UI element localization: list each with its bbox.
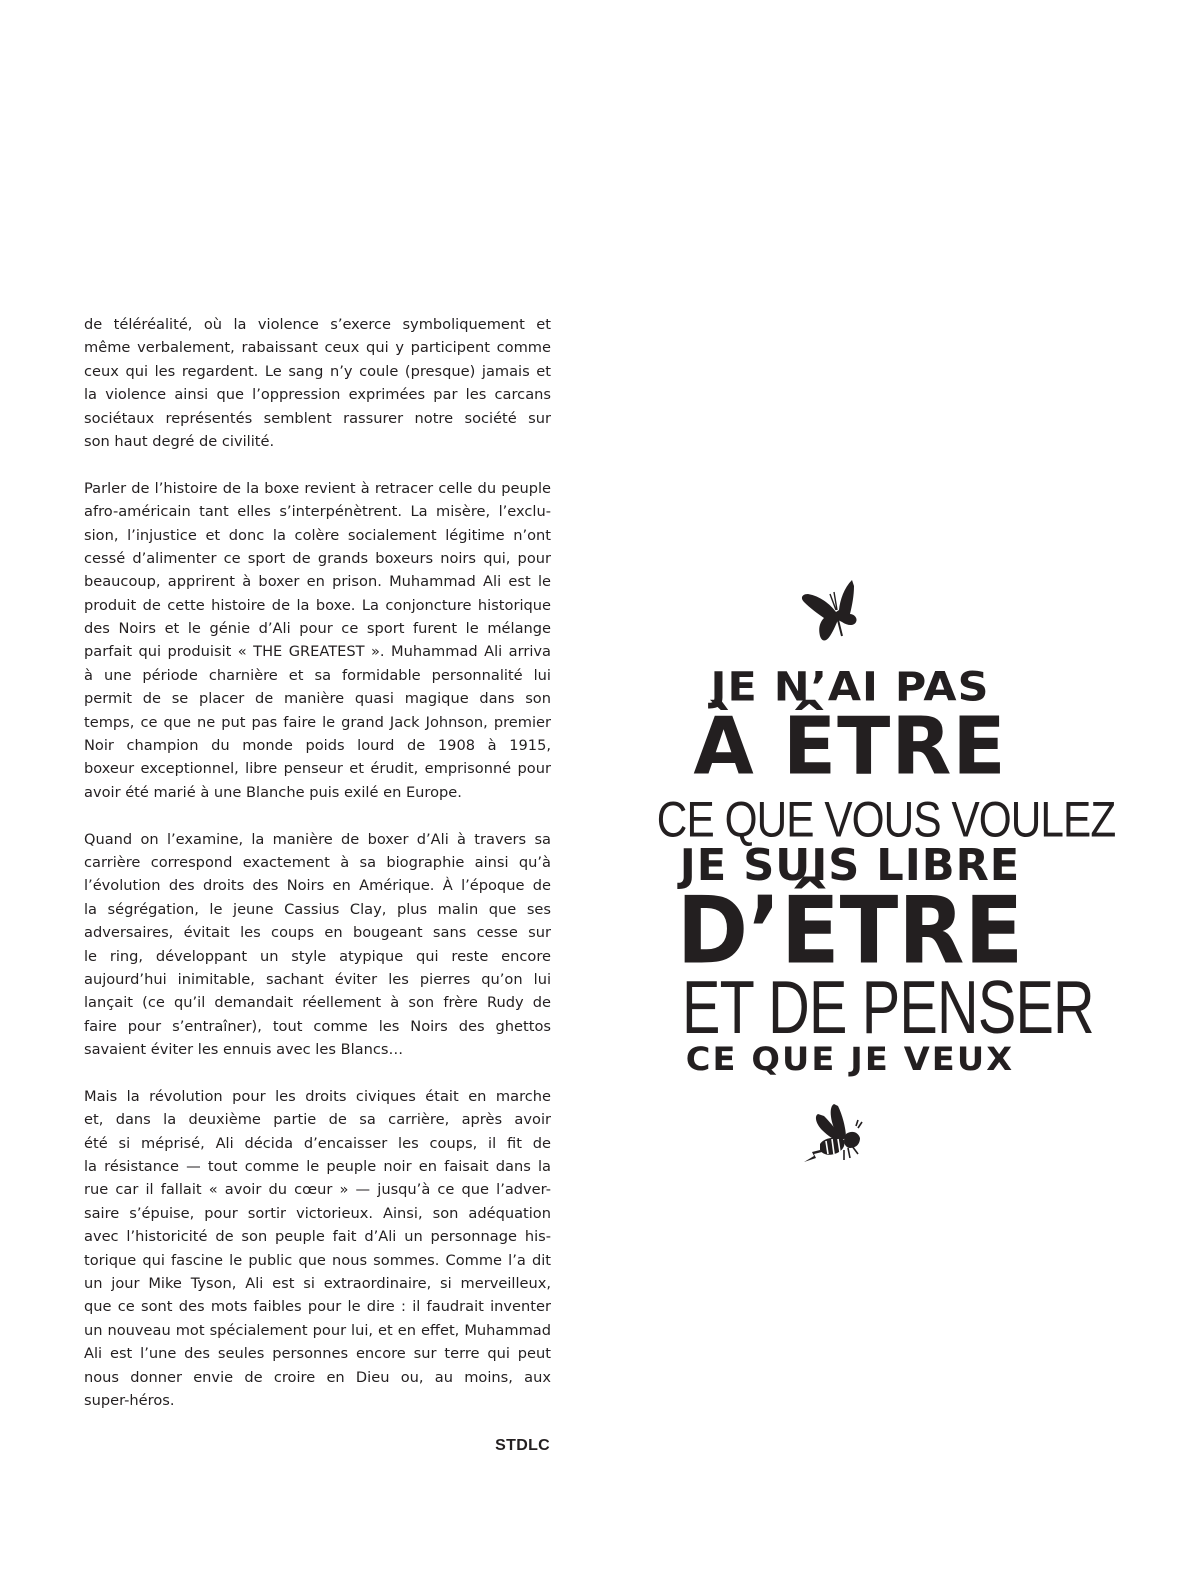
quote-line-5: D’ÊTRE [676, 877, 1024, 985]
paragraph-1 [84, 313, 551, 453]
text-line: à une période charnière et sa formidable personnalité lui [84, 666, 551, 684]
text-line: aujourd’hui inimitable, sachant éviter les pierres qu’on lui [84, 970, 551, 988]
text-line: l’évolution des droits des Noirs en Amérique. À l’époque de [84, 877, 551, 895]
text-line: boxeur exceptionnel, libre penseur et érudit, emprisonné pour [84, 760, 551, 778]
text-line: beaucoup, apprirent à boxer en prison. Muhammad Ali est le [84, 573, 551, 591]
text-line: nous donner envie de croire en Dieu ou, au moins, aux [84, 1368, 551, 1386]
text-line: des Noirs et le génie d’Ali pour ce sport furent le mélange [84, 620, 551, 638]
text-line: la ségrégation, le jeune Cassius Clay, plus malin que ses [84, 900, 551, 918]
text-line: temps, ce que ne put pas faire le grand Jack Johnson, premier [84, 713, 551, 731]
text-line: un nouveau mot spécialement pour lui, et en effet, Muhammad [84, 1321, 551, 1339]
butterfly-icon [792, 578, 872, 646]
text-line: même verbalement, rabaissant ceux qui y participent comme [84, 339, 551, 357]
text-line: lançait (ce qu’il demandait réellement à son frère Rudy de [84, 994, 551, 1012]
quote-line-4: JE SUIS LIBRE [679, 840, 1021, 891]
text-line: avoir été marié à une Blanche puis exilé en Europe. [84, 783, 462, 801]
text-line: son haut degré de civilité. [84, 432, 275, 450]
text-line: rue car il fallait « avoir du cœur » — jusqu’à ce que l’adver- [84, 1181, 551, 1199]
text-line: faire pour s’entraîner), tout comme les Noirs des ghettos [84, 1017, 551, 1035]
quote-line-1: JE N’AI PAS [710, 663, 990, 710]
text-line: super-héros. [84, 1391, 175, 1409]
text-line: cessé d’alimenter ce sport de grands boxeurs noirs qui, pour [84, 549, 551, 567]
text-line: adversaires, évitait les coups en bougeant sans cesse sur [84, 924, 551, 942]
text-line: produit de cette histoire de la boxe. La conjoncture historique [84, 596, 551, 614]
text-line: la résistance — tout comme le peuple noir en faisait dans la [84, 1158, 551, 1176]
quote-line-7: CE QUE JE VEUX [685, 1040, 1015, 1078]
paragraph-3 [84, 828, 551, 1062]
bee-icon [800, 1100, 872, 1168]
text-line: carrière correspond exactement à sa biographie ainsi qu’à [84, 853, 551, 871]
text-line: permit de se placer de manière quasi magique dans son [84, 690, 551, 708]
text-line: saire s’épuise, pour sortir victorieux. Ainsi, son adéquation [84, 1204, 551, 1222]
text-line: savaient éviter les ennuis avec les Blancs… [84, 1041, 404, 1059]
quote-line-3: CE QUE VOUS VOULEZ [656, 790, 1116, 848]
text-line: le ring, développant un style atypique qui reste encore [84, 947, 551, 965]
text-line: que ce sont des mots faibles pour le dire : il faudrait inventer [84, 1298, 551, 1316]
pull-quote [640, 570, 1116, 1190]
text-line: Noir champion du monde poids lourd de 1908 à 1915, [84, 737, 551, 755]
text-line: torique qui fascine le public que nous sommes. Comme l’a dit [84, 1251, 551, 1269]
quote-line-2: À ÊTRE [693, 701, 1007, 793]
text-line: parfait qui produisit « THE GREATEST ». Muhammad Ali arriva [84, 643, 551, 661]
text-line: afro-américain tant elles s’interpénètrent. La misère, l’exclu- [84, 503, 551, 521]
paragraph-2 [84, 477, 551, 804]
text-line: Parler de l’histoire de la boxe revient à retracer celle du peuple [84, 479, 551, 497]
text-line: la violence ainsi que l’oppression exprimées par les carcans [84, 386, 551, 404]
text-line: ceux qui les regardent. Le sang n’y coule (presque) jamais et [84, 362, 551, 380]
text-line: Ali est l’une des seules personnes encore sur terre qui peut [84, 1345, 551, 1363]
text-line: de téléréalité, où la violence s’exerce symboliquement et [84, 316, 551, 333]
text-line: et, dans la deuxième partie de sa carrière, après avoir [84, 1111, 551, 1129]
text-line: été si méprisé, Ali décida d’encaisser les coups, il fit de [84, 1134, 551, 1152]
text-line: Mais la révolution pour les droits civiques était en marche [84, 1087, 551, 1105]
article-text-column [84, 313, 551, 1436]
text-line: Quand on l’examine, la manière de boxer d’Ali à travers sa [84, 830, 551, 848]
text-line: un jour Mike Tyson, Ali est si extraordinaire, si merveilleux, [84, 1275, 551, 1293]
author-signature: STDLC [495, 1437, 550, 1454]
paragraph-4 [84, 1085, 551, 1412]
text-line: sociétaux représentés semblent rassurer notre société sur [84, 409, 551, 427]
text-line: avec l’historicité de son peuple fait d’Ali un personnage his- [84, 1228, 551, 1246]
quote-line-6: ET DE PENSER [682, 966, 1094, 1050]
text-line: sion, l’injustice et donc la colère socialement légitime n’ont [84, 526, 551, 544]
